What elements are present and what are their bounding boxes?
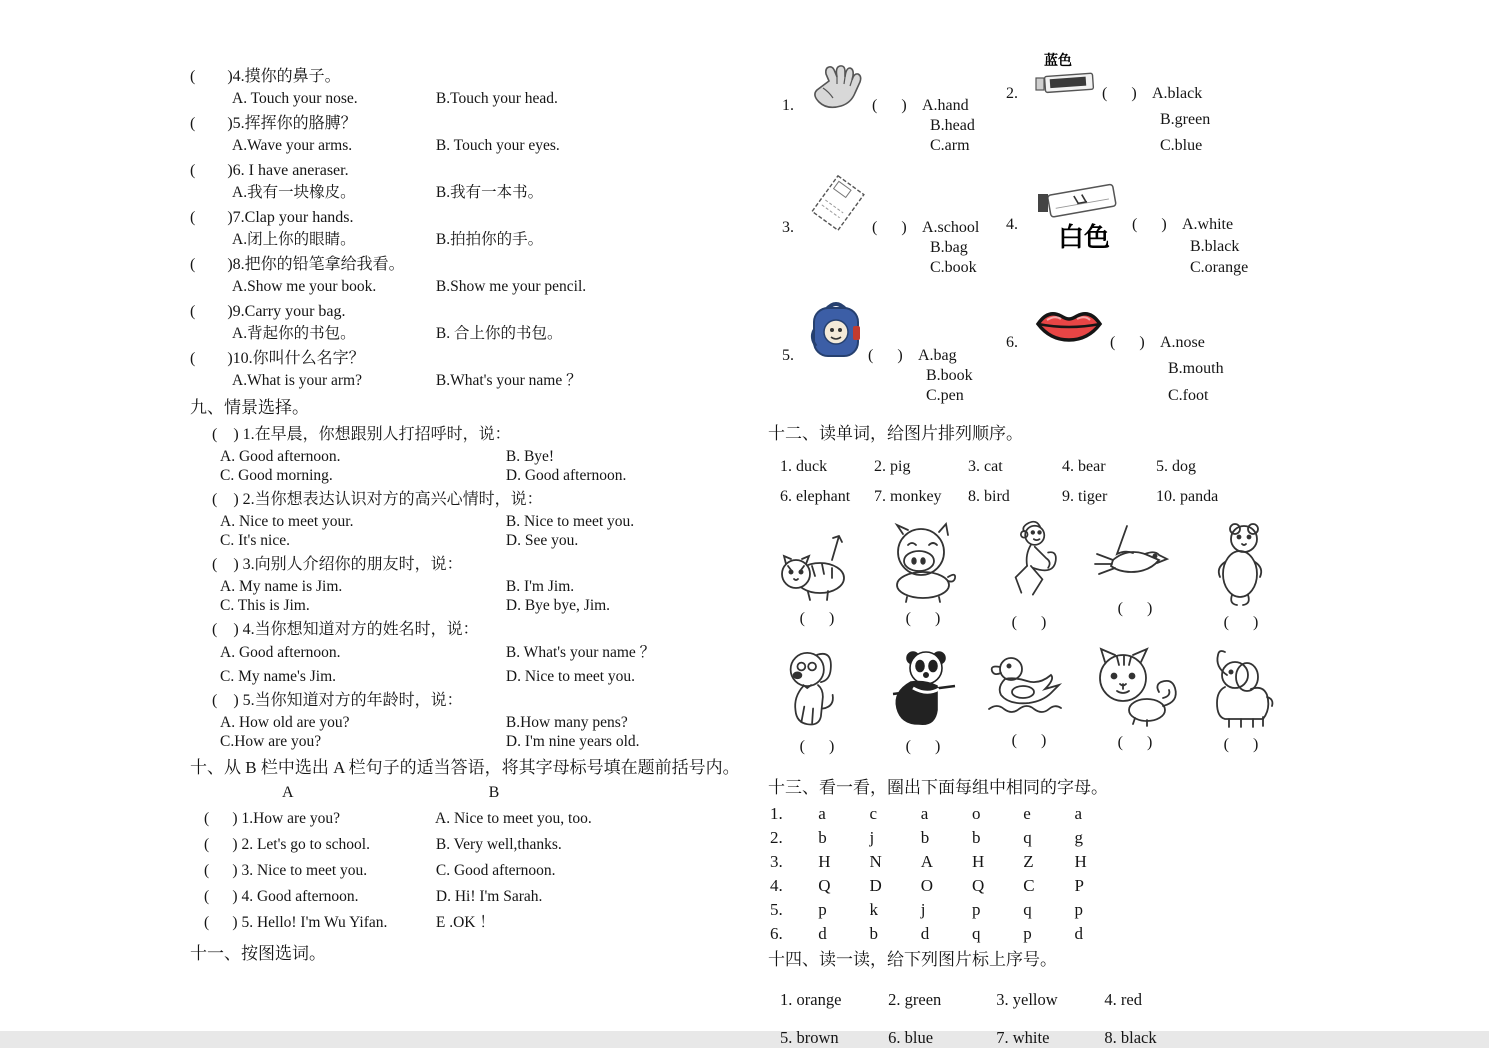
option-c: C.blue xyxy=(1160,137,1203,154)
match-row-1 xyxy=(204,809,750,828)
match-row-3 xyxy=(204,861,750,880)
letter: g xyxy=(1074,828,1083,847)
animal-cell xyxy=(1192,520,1290,632)
option-row xyxy=(232,136,750,156)
match-a: ( ) 1.How are you? xyxy=(204,810,341,827)
pic-question-4 xyxy=(1006,174,1328,278)
option-c: C.arm xyxy=(930,137,970,154)
answer-parentheses: ( ) xyxy=(868,347,903,364)
option-d: D. I'm nine years old. xyxy=(505,733,640,750)
question-stem: ( ) 2.当你想表达认识对方的高兴心情时，说： xyxy=(212,491,543,508)
question-number: 3. xyxy=(782,219,794,236)
animal-cell xyxy=(980,520,1078,632)
option-a: A. Touch your nose. xyxy=(232,90,358,107)
option-row xyxy=(220,667,750,686)
match-row-2 xyxy=(204,835,750,854)
word-list-row-2 xyxy=(780,488,1328,506)
letter-row-3 xyxy=(770,851,1328,872)
answer-parentheses: ( ) xyxy=(1117,734,1153,751)
blue-color-label: 蓝色 xyxy=(1044,52,1072,68)
color-word: 2. green xyxy=(888,990,942,1009)
word-item: 1. duck xyxy=(780,458,828,475)
letter: d xyxy=(818,924,827,943)
word-list-row-1 xyxy=(780,458,1328,476)
option-b: B.head xyxy=(930,117,975,134)
option-d: D. Bye bye, Jim. xyxy=(505,597,611,614)
option-row xyxy=(220,512,750,531)
question-stem: ( ) 5.当你知道对方的年龄时，说： xyxy=(212,692,463,709)
section-12-title: 十二、读单词，给图片排列顺序。 xyxy=(768,424,1023,443)
question-10 xyxy=(190,348,750,391)
match-b: D. Hi! I'm Sarah. xyxy=(435,888,543,905)
question-5 xyxy=(190,113,750,156)
match-a: ( ) 5. Hello! I'm Wu Yifan. xyxy=(204,914,388,931)
answer-parentheses: ( ) xyxy=(1011,614,1047,631)
letter: Z xyxy=(1023,852,1034,871)
s9-item-1 xyxy=(190,424,750,485)
row-number: 6. xyxy=(770,924,783,943)
color-word-row-2 xyxy=(780,1028,1328,1048)
option-a: A.背起你的书包。 xyxy=(232,325,356,342)
letter: C xyxy=(1023,876,1035,895)
monkey-image xyxy=(980,520,1078,608)
option-c: C.pen xyxy=(926,387,964,404)
word-item: 8. bird xyxy=(968,488,1010,505)
option-c: C. My name's Jim. xyxy=(220,668,337,685)
option-a: A.hand xyxy=(922,97,969,114)
row-number: 5. xyxy=(770,900,783,919)
letter: k xyxy=(869,900,878,919)
letter: d xyxy=(1074,924,1083,943)
notebook-image xyxy=(804,174,872,238)
color-word: 7. white xyxy=(996,1028,1050,1047)
letter: q xyxy=(1023,900,1032,919)
pic-question-1 xyxy=(782,62,1006,156)
option-row xyxy=(232,324,750,344)
s9-item-5 xyxy=(190,690,750,751)
letter: a xyxy=(818,804,826,823)
backpack-image xyxy=(804,296,868,366)
letter: e xyxy=(1023,804,1031,823)
option-b: B.Touch your head. xyxy=(435,90,558,107)
section-11-title: 十一、按图选词。 xyxy=(190,944,326,963)
animal-cell xyxy=(874,520,972,632)
section-14-title: 十四、读一读，给下列图片标上序号。 xyxy=(768,950,1057,969)
right-column xyxy=(768,52,1328,1048)
option-c: C. This is Jim. xyxy=(220,597,310,614)
option-b: B.book xyxy=(926,367,973,384)
bird-image xyxy=(1086,520,1184,594)
answer-parentheses: ( ) xyxy=(1223,736,1259,753)
option-a: A. How old are you? xyxy=(220,714,350,731)
letter: N xyxy=(869,852,882,871)
option-b: B. What's your name ？ xyxy=(505,644,656,661)
question-stem: ( )5.挥挥你的胳膊？ xyxy=(190,115,357,132)
animal-cell xyxy=(768,520,866,632)
option-row xyxy=(232,277,750,297)
letter: c xyxy=(869,804,878,823)
match-b: B. Very well,thanks. xyxy=(435,836,562,853)
color-word: 8. black xyxy=(1104,1028,1157,1047)
picture-question-grid xyxy=(782,52,1328,406)
option-a: A.Wave your arms. xyxy=(232,137,353,154)
option-row xyxy=(232,230,750,250)
word-item: 9. tiger xyxy=(1062,488,1108,505)
word-item: 3. cat xyxy=(968,458,1003,475)
pig-image xyxy=(874,520,972,604)
option-a: A.nose xyxy=(1160,333,1205,351)
letter: o xyxy=(972,804,981,823)
letter: p xyxy=(1074,900,1083,919)
option-b: B.What's your name ？ xyxy=(435,372,582,389)
question-8 xyxy=(190,254,750,297)
animal-cell xyxy=(980,646,1078,756)
option-a: A.school xyxy=(922,219,980,236)
pic-question-5 xyxy=(782,296,1006,406)
s9-item-4 xyxy=(190,619,750,686)
option-row xyxy=(220,577,750,596)
option-row xyxy=(232,371,750,391)
question-stem: ( )7.Clap your hands. xyxy=(190,209,354,226)
lips-image xyxy=(1028,303,1110,353)
letter: H xyxy=(972,852,985,871)
toothpaste-white-image xyxy=(1028,175,1132,253)
question-number: 1. xyxy=(782,97,794,114)
option-c: C.orange xyxy=(1190,259,1249,276)
word-item: 2. pig xyxy=(874,458,911,475)
option-b: B. Nice to meet you. xyxy=(505,513,635,530)
letter: O xyxy=(920,876,934,895)
option-c: C. Good morning. xyxy=(220,467,333,484)
letter-row-6 xyxy=(770,923,1328,944)
option-a: A. Good afternoon. xyxy=(220,644,341,661)
section-9-title: 九、情景选择。 xyxy=(190,398,309,417)
elephant-image xyxy=(1192,646,1290,730)
option-c: C. It's nice. xyxy=(220,532,290,549)
option-row xyxy=(220,643,750,662)
answer-parentheses: ( ) xyxy=(1132,216,1167,234)
word-item: 7. monkey xyxy=(874,488,942,505)
question-stem: ( )9.Carry your bag. xyxy=(190,303,346,320)
letter: q xyxy=(1023,828,1032,847)
letter-row-4 xyxy=(770,875,1328,896)
row-number: 1. xyxy=(770,804,783,823)
color-word: 6. blue xyxy=(888,1028,934,1047)
color-word-row-1 xyxy=(780,990,1328,1010)
match-b: E .OK ！ xyxy=(435,914,495,931)
letter: j xyxy=(869,828,875,847)
answer-parentheses: ( ) xyxy=(872,219,907,236)
question-number: 5. xyxy=(782,347,794,364)
option-row xyxy=(232,89,750,109)
white-color-label: 白色 xyxy=(1058,222,1111,253)
letter: P xyxy=(1074,876,1084,895)
animal-cell xyxy=(1192,646,1290,756)
answer-parentheses: ( ) xyxy=(799,738,835,755)
option-row xyxy=(232,183,750,203)
option-b: B.mouth xyxy=(1168,360,1224,378)
answer-parentheses: ( ) xyxy=(1011,732,1047,749)
section-10-title: 十、从 B 栏中选出 A 栏句子的适当答语，将其字母标号填在题前括号内。 xyxy=(190,758,740,777)
option-b: B. Bye! xyxy=(505,448,555,465)
ab-column-headers xyxy=(282,784,750,802)
animal-row-2 xyxy=(768,646,1328,756)
animal-cell xyxy=(1086,520,1184,632)
left-column xyxy=(190,66,750,968)
letter: Q xyxy=(972,876,985,895)
option-b: B. Touch your eyes. xyxy=(435,137,560,154)
option-a: A.white xyxy=(1182,216,1234,234)
option-row xyxy=(220,713,750,732)
panda-image xyxy=(874,646,972,732)
column-a-header: A xyxy=(282,784,293,801)
answer-parentheses: ( ) xyxy=(1117,600,1153,617)
word-item: 10. panda xyxy=(1156,488,1219,505)
question-number: 4. xyxy=(1006,216,1018,234)
option-b: B. I'm Jim. xyxy=(505,578,575,595)
row-number: 2. xyxy=(770,828,783,847)
bear-image xyxy=(1192,520,1290,608)
letter: p xyxy=(972,900,981,919)
option-b: B.black xyxy=(1190,237,1240,255)
question-number: 2. xyxy=(1006,85,1018,102)
question-7 xyxy=(190,207,750,250)
option-row xyxy=(220,447,750,466)
word-item: 4. bear xyxy=(1062,458,1106,475)
option-b: B.拍拍你的手。 xyxy=(435,231,544,248)
option-row xyxy=(220,596,750,615)
question-stem: ( ) 1.在早晨，你想跟别人打招呼时，说： xyxy=(212,426,511,443)
letter: q xyxy=(972,924,981,943)
question-stem: ( )8.把你的铅笔拿给我看。 xyxy=(190,256,405,273)
animal-cell xyxy=(768,646,866,756)
option-d: D. Good afternoon. xyxy=(505,467,627,484)
letter-row-5 xyxy=(770,899,1328,920)
answer-parentheses: ( ) xyxy=(799,610,835,627)
option-d: D. Nice to meet you. xyxy=(505,668,636,685)
letter: a xyxy=(920,804,929,823)
color-word: 5. brown xyxy=(780,1028,839,1047)
letter: b xyxy=(920,828,930,847)
option-a: A.闭上你的眼睛。 xyxy=(232,231,356,248)
question-9 xyxy=(190,301,750,344)
color-word: 4. red xyxy=(1104,990,1142,1009)
letter: b xyxy=(869,924,878,943)
letter: d xyxy=(920,924,930,943)
option-row xyxy=(220,466,750,485)
color-word: 3. yellow xyxy=(996,990,1058,1009)
match-a: ( ) 2. Let's go to school. xyxy=(204,836,370,853)
answer-parentheses: ( ) xyxy=(1102,85,1137,102)
pic-question-3 xyxy=(782,174,1006,278)
question-4 xyxy=(190,66,750,109)
match-a: ( ) 3. Nice to meet you. xyxy=(204,862,368,879)
option-c: C.book xyxy=(930,259,977,276)
word-item: 6. elephant xyxy=(780,488,851,505)
question-stem: ( )6. I have aneraser. xyxy=(190,162,349,179)
answer-parentheses: ( ) xyxy=(872,97,907,114)
match-row-5 xyxy=(204,913,750,932)
s9-item-3 xyxy=(190,554,750,615)
letter: a xyxy=(1074,804,1083,823)
pic-question-6 xyxy=(1006,296,1328,406)
row-number: 3. xyxy=(770,852,783,871)
option-b: B.我有一本书。 xyxy=(435,184,544,201)
letter: b xyxy=(818,828,827,847)
option-a: A.Show me your book. xyxy=(232,278,377,295)
row-number: 4. xyxy=(770,876,783,895)
question-stem: ( )4.摸你的鼻子。 xyxy=(190,68,341,85)
letter: j xyxy=(920,900,926,919)
letter-row-1 xyxy=(770,803,1328,824)
letter: p xyxy=(1023,924,1032,943)
letter: Q xyxy=(818,876,831,895)
toothpaste-blue-image xyxy=(1028,52,1102,104)
option-d: D. See you. xyxy=(505,532,579,549)
answer-parentheses: ( ) xyxy=(1223,614,1259,631)
column-b-header: B xyxy=(488,784,500,801)
letter: p xyxy=(818,900,827,919)
match-b: A. Nice to meet you, too. xyxy=(435,810,592,827)
option-b: B. 合上你的书包。 xyxy=(435,325,563,342)
option-b: B.Show me your pencil. xyxy=(435,278,587,295)
question-stem: ( ) 3.向别人介绍你的朋友时，说： xyxy=(212,556,463,573)
question-stem: ( ) 4.当你想知道对方的姓名时，说： xyxy=(212,621,479,638)
answer-parentheses: ( ) xyxy=(905,610,941,627)
letter: D xyxy=(869,876,882,895)
option-c: C.foot xyxy=(1168,387,1209,404)
match-row-4 xyxy=(204,887,750,906)
duck-image xyxy=(980,646,1078,726)
question-stem: ( )10.你叫什么名字？ xyxy=(190,350,365,367)
option-a: A.What is your arm? xyxy=(232,372,362,389)
option-b: B.green xyxy=(1160,111,1211,128)
option-a: A. Nice to meet your. xyxy=(220,513,354,530)
match-b: C. Good afternoon. xyxy=(435,862,556,879)
s9-item-2 xyxy=(190,489,750,550)
tiger-image xyxy=(768,520,866,604)
section-13-title: 十三、看一看，圈出下面每组中相同的字母。 xyxy=(768,778,1108,797)
cat-image xyxy=(1086,646,1184,728)
match-a: ( ) 4. Good afternoon. xyxy=(204,888,359,905)
option-a: A.black xyxy=(1152,85,1203,102)
dog-image xyxy=(768,646,866,732)
option-row xyxy=(220,732,750,751)
hand-image xyxy=(804,62,872,116)
option-c: C.How are you? xyxy=(220,733,322,750)
animal-row-1 xyxy=(768,520,1328,632)
letter: b xyxy=(972,828,981,847)
question-number: 6. xyxy=(1006,333,1018,351)
option-row xyxy=(220,531,750,550)
answer-parentheses: ( ) xyxy=(905,738,941,755)
letter: A xyxy=(920,852,934,871)
animal-cell xyxy=(874,646,972,756)
option-a: A. Good afternoon. xyxy=(220,448,341,465)
answer-parentheses: ( ) xyxy=(1110,333,1145,351)
option-a: A.bag xyxy=(918,347,957,364)
letter: H xyxy=(818,852,831,871)
letter-row-2 xyxy=(770,827,1328,848)
option-a: A.我有一块橡皮。 xyxy=(232,184,356,201)
letter: H xyxy=(1074,852,1087,871)
option-b: B.How many pens? xyxy=(505,714,628,731)
option-b: B.bag xyxy=(930,239,968,256)
color-word: 1. orange xyxy=(780,990,842,1009)
word-item: 5. dog xyxy=(1156,458,1196,475)
pic-question-2 xyxy=(1006,52,1328,156)
animal-cell xyxy=(1086,646,1184,756)
option-a: A. My name is Jim. xyxy=(220,578,343,595)
question-6 xyxy=(190,160,750,203)
